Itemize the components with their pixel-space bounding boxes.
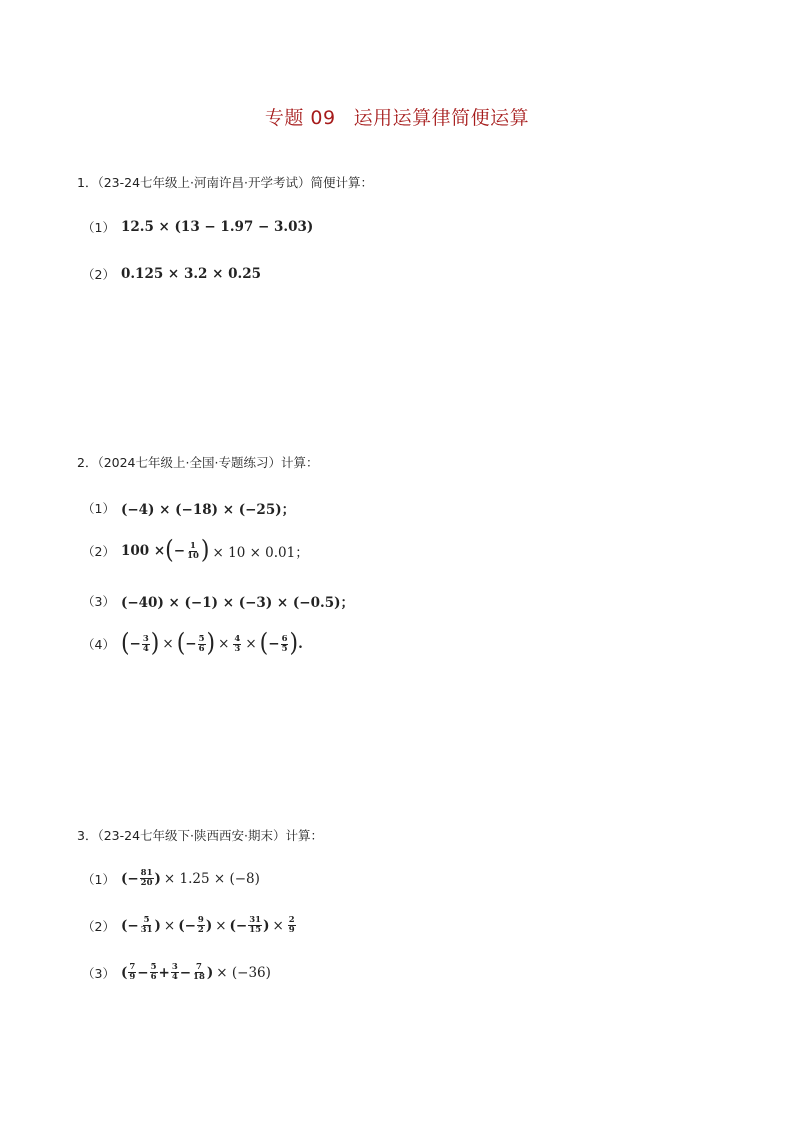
question-2-heading: 2．（2024七年级上·全国·专题练习）计算：: [77, 455, 319, 470]
title-topic: 专题 09: [264, 107, 336, 129]
math-expression: (−40) × (−1) × (−3) × (−0.5)；: [120, 595, 354, 611]
math-expression: 12.5 × (13 − 1.97 − 3.03): [120, 219, 314, 235]
fraction: $\frac{81}{20}$: [140, 868, 153, 888]
question-1-part-2: [82, 265, 261, 283]
part-label: （2）: [82, 267, 115, 282]
fraction: $\frac{31}{15}$: [249, 915, 262, 935]
part-label: （1）: [82, 220, 115, 235]
math-expression: 100 × ( − $\frac{1}{10}$ ) × 10 × 0.01；: [120, 536, 309, 565]
fraction: $\frac{7}{9}$: [129, 962, 136, 982]
math-expression: 0.125 × 3.2 × 0.25: [120, 266, 262, 282]
fraction: $\frac{3}{4}$: [171, 962, 178, 982]
math-expression: ( $\frac{7}{9}$ − $\frac{5}{6}$ + $\frac{3}{4}$ − $\frac{7}{18}$ ) × (−36): [120, 962, 271, 982]
part-label: （3）: [82, 965, 115, 981]
part-label: （2）: [82, 544, 115, 559]
title-subject: 运用运算律简便运算: [353, 107, 530, 129]
math-expression: ( − $\frac{3}{4}$ ) × ( − $\frac{5}{6}$ ) × $\frac{4}{3}$ × ( − $\frac{6}{5}$ ) .: [120, 629, 303, 658]
expr-segment: × (−36): [216, 964, 271, 981]
question-3-part-3: [82, 963, 274, 982]
page-title: [0, 103, 794, 130]
part-label: （3）: [82, 594, 115, 609]
math-expression: ( − $\frac{81}{20}$ ) × 1.25 × (−8): [120, 868, 260, 888]
question-3-part-2: [82, 916, 297, 935]
minus-sign: −: [173, 543, 186, 559]
math-expression: (−4) × (−18) × (−25)；: [120, 502, 296, 518]
question-2-part-1: [82, 498, 295, 518]
fraction: $\frac{5}{6}$: [198, 633, 205, 654]
part-label: （1）: [82, 501, 115, 516]
question-2-part-4: [82, 629, 303, 658]
question-3-heading: 3．（23-24七年级下·陕西西安·期末）计算：: [77, 828, 323, 843]
fraction: $\frac{5}{31}$: [140, 915, 153, 935]
question-1-part-1: [82, 218, 313, 236]
question-2-part-2: [82, 536, 312, 565]
question-3-part-1: [82, 869, 263, 888]
part-label: （2）: [82, 918, 115, 934]
fraction: $\frac{7}{18}$: [193, 962, 205, 982]
fraction: $\frac{1}{10}$: [187, 540, 199, 561]
math-expression: ( − $\frac{5}{31}$ ) × ( − $\frac{9}{2}$ ) × ( − $\frac{31}{15}$ ) × $\frac{2}{9}$: [120, 915, 295, 935]
fraction: $\frac{3}{4}$: [142, 633, 149, 654]
fraction: $\frac{2}{9}$: [288, 915, 295, 935]
expr-segment: × 10 × 0.01；: [212, 545, 309, 561]
fraction: $\frac{5}{6}$: [150, 962, 157, 982]
fraction: $\frac{6}{5}$: [281, 633, 288, 654]
question-2-part-3: [82, 591, 354, 611]
fraction: $\frac{9}{2}$: [197, 915, 204, 935]
expr-segment: × 1.25 × (−8): [163, 870, 260, 887]
question-1-heading: 1．（23-24七年级上·河南许昌·开学考试）简便计算：: [77, 175, 373, 190]
part-label: （4）: [82, 637, 115, 652]
expr-segment: 100 ×: [120, 543, 166, 559]
part-label: （1）: [82, 871, 115, 887]
fraction: $\frac{4}{3}$: [234, 633, 241, 654]
